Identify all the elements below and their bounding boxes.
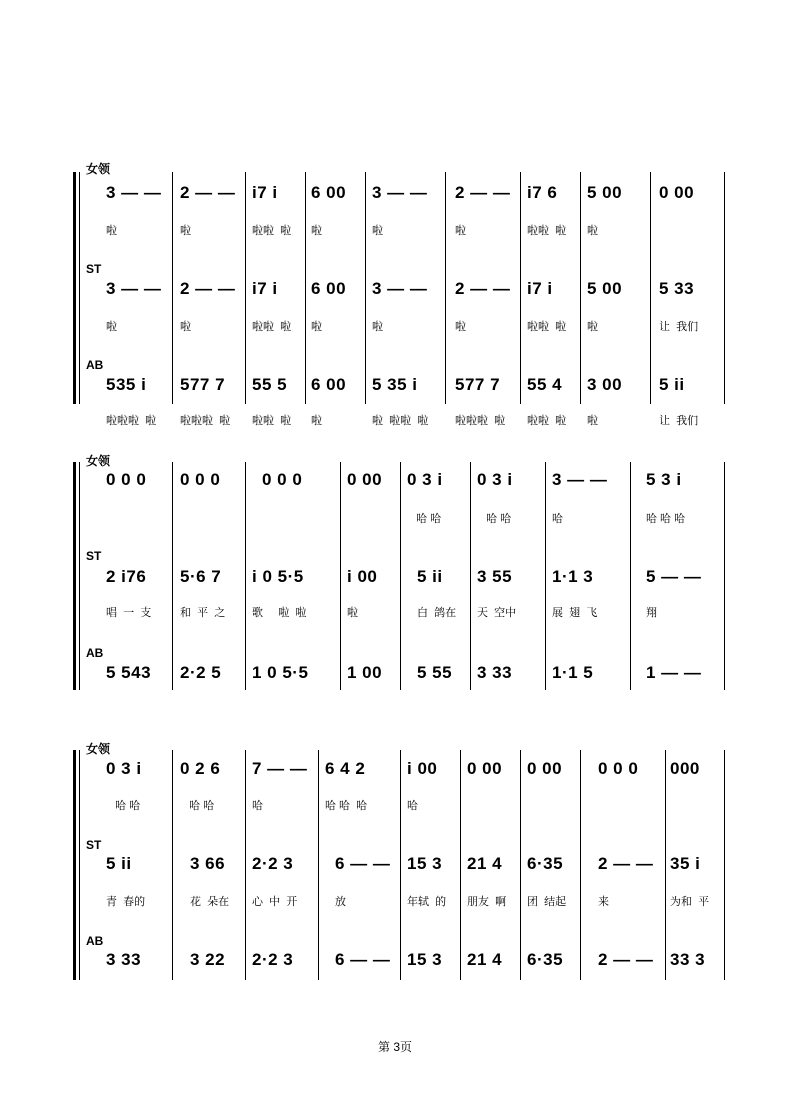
- part-label: ST: [86, 549, 102, 563]
- measure: 535 i: [106, 375, 147, 394]
- lyric: 啦啦 啦: [527, 415, 567, 427]
- lyric: 白 鸽在: [417, 607, 457, 619]
- measure: 0 0 0: [180, 470, 221, 489]
- measure: 2·2 5: [180, 663, 222, 682]
- barline: [470, 462, 471, 690]
- part-label: ST: [86, 262, 102, 276]
- lyric: 啦: [372, 225, 383, 237]
- lyric: 花 朵在: [190, 896, 230, 908]
- barline: [172, 172, 173, 404]
- lyric: 来: [598, 896, 609, 908]
- measure: i 00: [347, 567, 378, 586]
- measure: 6·35: [527, 950, 564, 969]
- barline: [724, 462, 725, 690]
- measure: 2 — —: [598, 950, 654, 969]
- measure: 33 3: [670, 950, 706, 969]
- measure: 3 — —: [372, 279, 428, 298]
- measure: 2 — —: [598, 854, 654, 873]
- measure: 5·6 7: [180, 567, 222, 586]
- measure: 3 33: [106, 950, 142, 969]
- lyric: 团 结起: [527, 896, 567, 908]
- measure: 5 — —: [646, 567, 702, 586]
- measure: i 0 5·5: [252, 567, 304, 586]
- system-line: [79, 172, 80, 404]
- measure: 577 7: [455, 375, 501, 394]
- measure: 0 3 i: [407, 470, 443, 489]
- measure: 3 22: [190, 950, 226, 969]
- barline: [650, 172, 651, 404]
- measure: 6 00: [311, 279, 347, 298]
- measure: 0 00: [659, 183, 695, 202]
- brace: [73, 750, 76, 980]
- measure: 000: [670, 759, 700, 778]
- part-label: 女领: [86, 162, 111, 176]
- lyric: 啦: [455, 321, 466, 333]
- lyric: 啦: [347, 607, 358, 619]
- measure: 5 3 i: [646, 470, 682, 489]
- lyric: 啦: [311, 321, 322, 333]
- lyric: 啦啦 啦: [252, 321, 292, 333]
- measure: 7 — —: [252, 759, 308, 778]
- part-label: AB: [86, 934, 104, 948]
- measure: i7 6: [527, 183, 558, 202]
- lyric: 哈 哈 哈: [646, 513, 686, 525]
- measure: 5 00: [587, 279, 623, 298]
- measure: 5 ii: [106, 854, 132, 873]
- measure: 6·35: [527, 854, 564, 873]
- measure: 0 0 0: [106, 470, 147, 489]
- barline: [245, 172, 246, 404]
- part-label: ST: [86, 838, 102, 852]
- barline: [445, 172, 446, 404]
- barline: [400, 462, 401, 690]
- part-label: AB: [86, 646, 104, 660]
- barline: [245, 462, 246, 690]
- lyric: 展 翅 飞: [552, 607, 598, 619]
- lyric: 啦啦 啦: [252, 225, 292, 237]
- measure: 21 4: [467, 950, 503, 969]
- lyric: 啦啦啦 啦: [106, 415, 157, 427]
- measure: 2 — —: [455, 279, 511, 298]
- barline: [460, 750, 461, 980]
- measure: 6 — —: [335, 950, 391, 969]
- measure: i 00: [407, 759, 438, 778]
- lyric: 啦: [455, 225, 466, 237]
- lyric: 啦: [587, 321, 598, 333]
- measure: 3 — —: [106, 279, 162, 298]
- measure: 0 3 i: [477, 470, 513, 489]
- lyric: 啦啦啦 啦: [180, 415, 231, 427]
- barline: [545, 462, 546, 690]
- lyric: 哈 哈: [407, 513, 442, 525]
- measure: i7 i: [252, 183, 278, 202]
- barline: [724, 750, 725, 980]
- measure: 3 — —: [372, 183, 428, 202]
- measure: 577 7: [180, 375, 226, 394]
- measure: 5 35 i: [372, 375, 418, 394]
- lyric: 让 我们: [659, 321, 699, 333]
- barline: [340, 462, 341, 690]
- brace: [73, 462, 76, 690]
- lyric: 啦啦 啦: [252, 415, 292, 427]
- measure: 55 5: [252, 375, 288, 394]
- lyric: 哈: [252, 800, 263, 812]
- lyric: 歌 啦 啦: [252, 607, 307, 619]
- barline: [580, 172, 581, 404]
- measure: 3 66: [190, 854, 226, 873]
- measure: 2 i76: [106, 567, 147, 586]
- lyric: 放: [335, 896, 346, 908]
- measure: 15 3: [407, 854, 443, 873]
- barline: [520, 172, 521, 404]
- measure: 2 — —: [180, 279, 236, 298]
- measure: 2 — —: [455, 183, 511, 202]
- measure: 0 00: [467, 759, 503, 778]
- page-number: 第 3页: [377, 1040, 412, 1054]
- part-label: AB: [86, 358, 104, 372]
- lyric: 让 我们: [659, 415, 699, 427]
- part-label: 女领: [86, 742, 111, 756]
- lyric: 啦: [372, 321, 383, 333]
- measure: 0 00: [527, 759, 563, 778]
- measure: 3 — —: [552, 470, 608, 489]
- lyric: 啦啦 啦: [527, 225, 567, 237]
- measure: 2 — —: [180, 183, 236, 202]
- lyric: 唱 一 支: [106, 607, 152, 619]
- barline: [630, 462, 631, 690]
- measure: 5 ii: [417, 567, 443, 586]
- lyric: 啦: [106, 225, 117, 237]
- measure: 6 4 2: [325, 759, 366, 778]
- barline: [400, 750, 401, 980]
- measure: 15 3: [407, 950, 443, 969]
- measure: 5 00: [587, 183, 623, 202]
- barline: [724, 172, 725, 404]
- measure: 3 00: [587, 375, 623, 394]
- barline: [318, 750, 319, 980]
- measure: 1 00: [347, 663, 383, 682]
- lyric: 哈 哈: [180, 800, 215, 812]
- lyric: 翔: [646, 607, 657, 619]
- lyric: 朋友 啊: [467, 896, 507, 908]
- measure: 3 33: [477, 663, 513, 682]
- lyric: 啦: [311, 225, 322, 237]
- lyric: 哈: [407, 800, 418, 812]
- lyric: 啦: [180, 321, 191, 333]
- lyric: 啦: [587, 225, 598, 237]
- measure: 6 00: [311, 183, 347, 202]
- lyric: 心 中 开: [252, 896, 298, 908]
- measure: 1 — —: [646, 663, 702, 682]
- lyric: 哈 哈: [477, 513, 512, 525]
- measure: 55 4: [527, 375, 563, 394]
- measure: 1·1 5: [552, 663, 594, 682]
- measure: 1·1 3: [552, 567, 594, 586]
- lyric: 啦 啦啦 啦: [372, 415, 429, 427]
- system-line: [79, 462, 80, 690]
- lyric: 啦: [180, 225, 191, 237]
- measure: 21 4: [467, 854, 503, 873]
- lyric: 啦啦啦 啦: [455, 415, 506, 427]
- lyric: 为和 平: [670, 896, 710, 908]
- lyric: 和 平 之: [180, 607, 226, 619]
- measure: 0 3 i: [106, 759, 142, 778]
- lyric: 天 空中: [477, 607, 517, 619]
- lyric: 年轼 的: [407, 896, 447, 908]
- measure: 35 i: [670, 854, 701, 873]
- measure: i7 i: [252, 279, 278, 298]
- lyric: 啦: [106, 321, 117, 333]
- brace: [73, 172, 76, 404]
- barline: [580, 750, 581, 980]
- measure: 0 00: [347, 470, 383, 489]
- measure: 5 33: [659, 279, 695, 298]
- system-line: [79, 750, 80, 980]
- measure: 3 55: [477, 567, 513, 586]
- barline: [665, 750, 666, 980]
- barline: [172, 462, 173, 690]
- barline: [365, 172, 366, 404]
- measure: 3 — —: [106, 183, 162, 202]
- measure: 2·2 3: [252, 854, 294, 873]
- measure: 0 0 0: [598, 759, 639, 778]
- lyric: 哈: [552, 513, 563, 525]
- part-label: 女领: [86, 454, 111, 468]
- lyric: 哈 哈: [106, 800, 141, 812]
- measure: 5 ii: [659, 375, 685, 394]
- measure: 1 0 5·5: [252, 663, 309, 682]
- measure: 5 55: [417, 663, 453, 682]
- barline: [520, 750, 521, 980]
- measure: 6 — —: [335, 854, 391, 873]
- lyric: 啦啦 啦: [527, 321, 567, 333]
- measure: 2·2 3: [252, 950, 294, 969]
- lyric: 哈 哈 哈: [325, 800, 368, 812]
- measure: 5 543: [106, 663, 152, 682]
- measure: i7 i: [527, 279, 553, 298]
- lyric: 啦: [311, 415, 322, 427]
- measure: 0 0 0: [262, 470, 303, 489]
- barline: [245, 750, 246, 980]
- lyric: 青 春的: [106, 896, 146, 908]
- lyric: 啦: [587, 415, 598, 427]
- barline: [172, 750, 173, 980]
- barline: [305, 172, 306, 404]
- measure: 6 00: [311, 375, 347, 394]
- measure: 0 2 6: [180, 759, 221, 778]
